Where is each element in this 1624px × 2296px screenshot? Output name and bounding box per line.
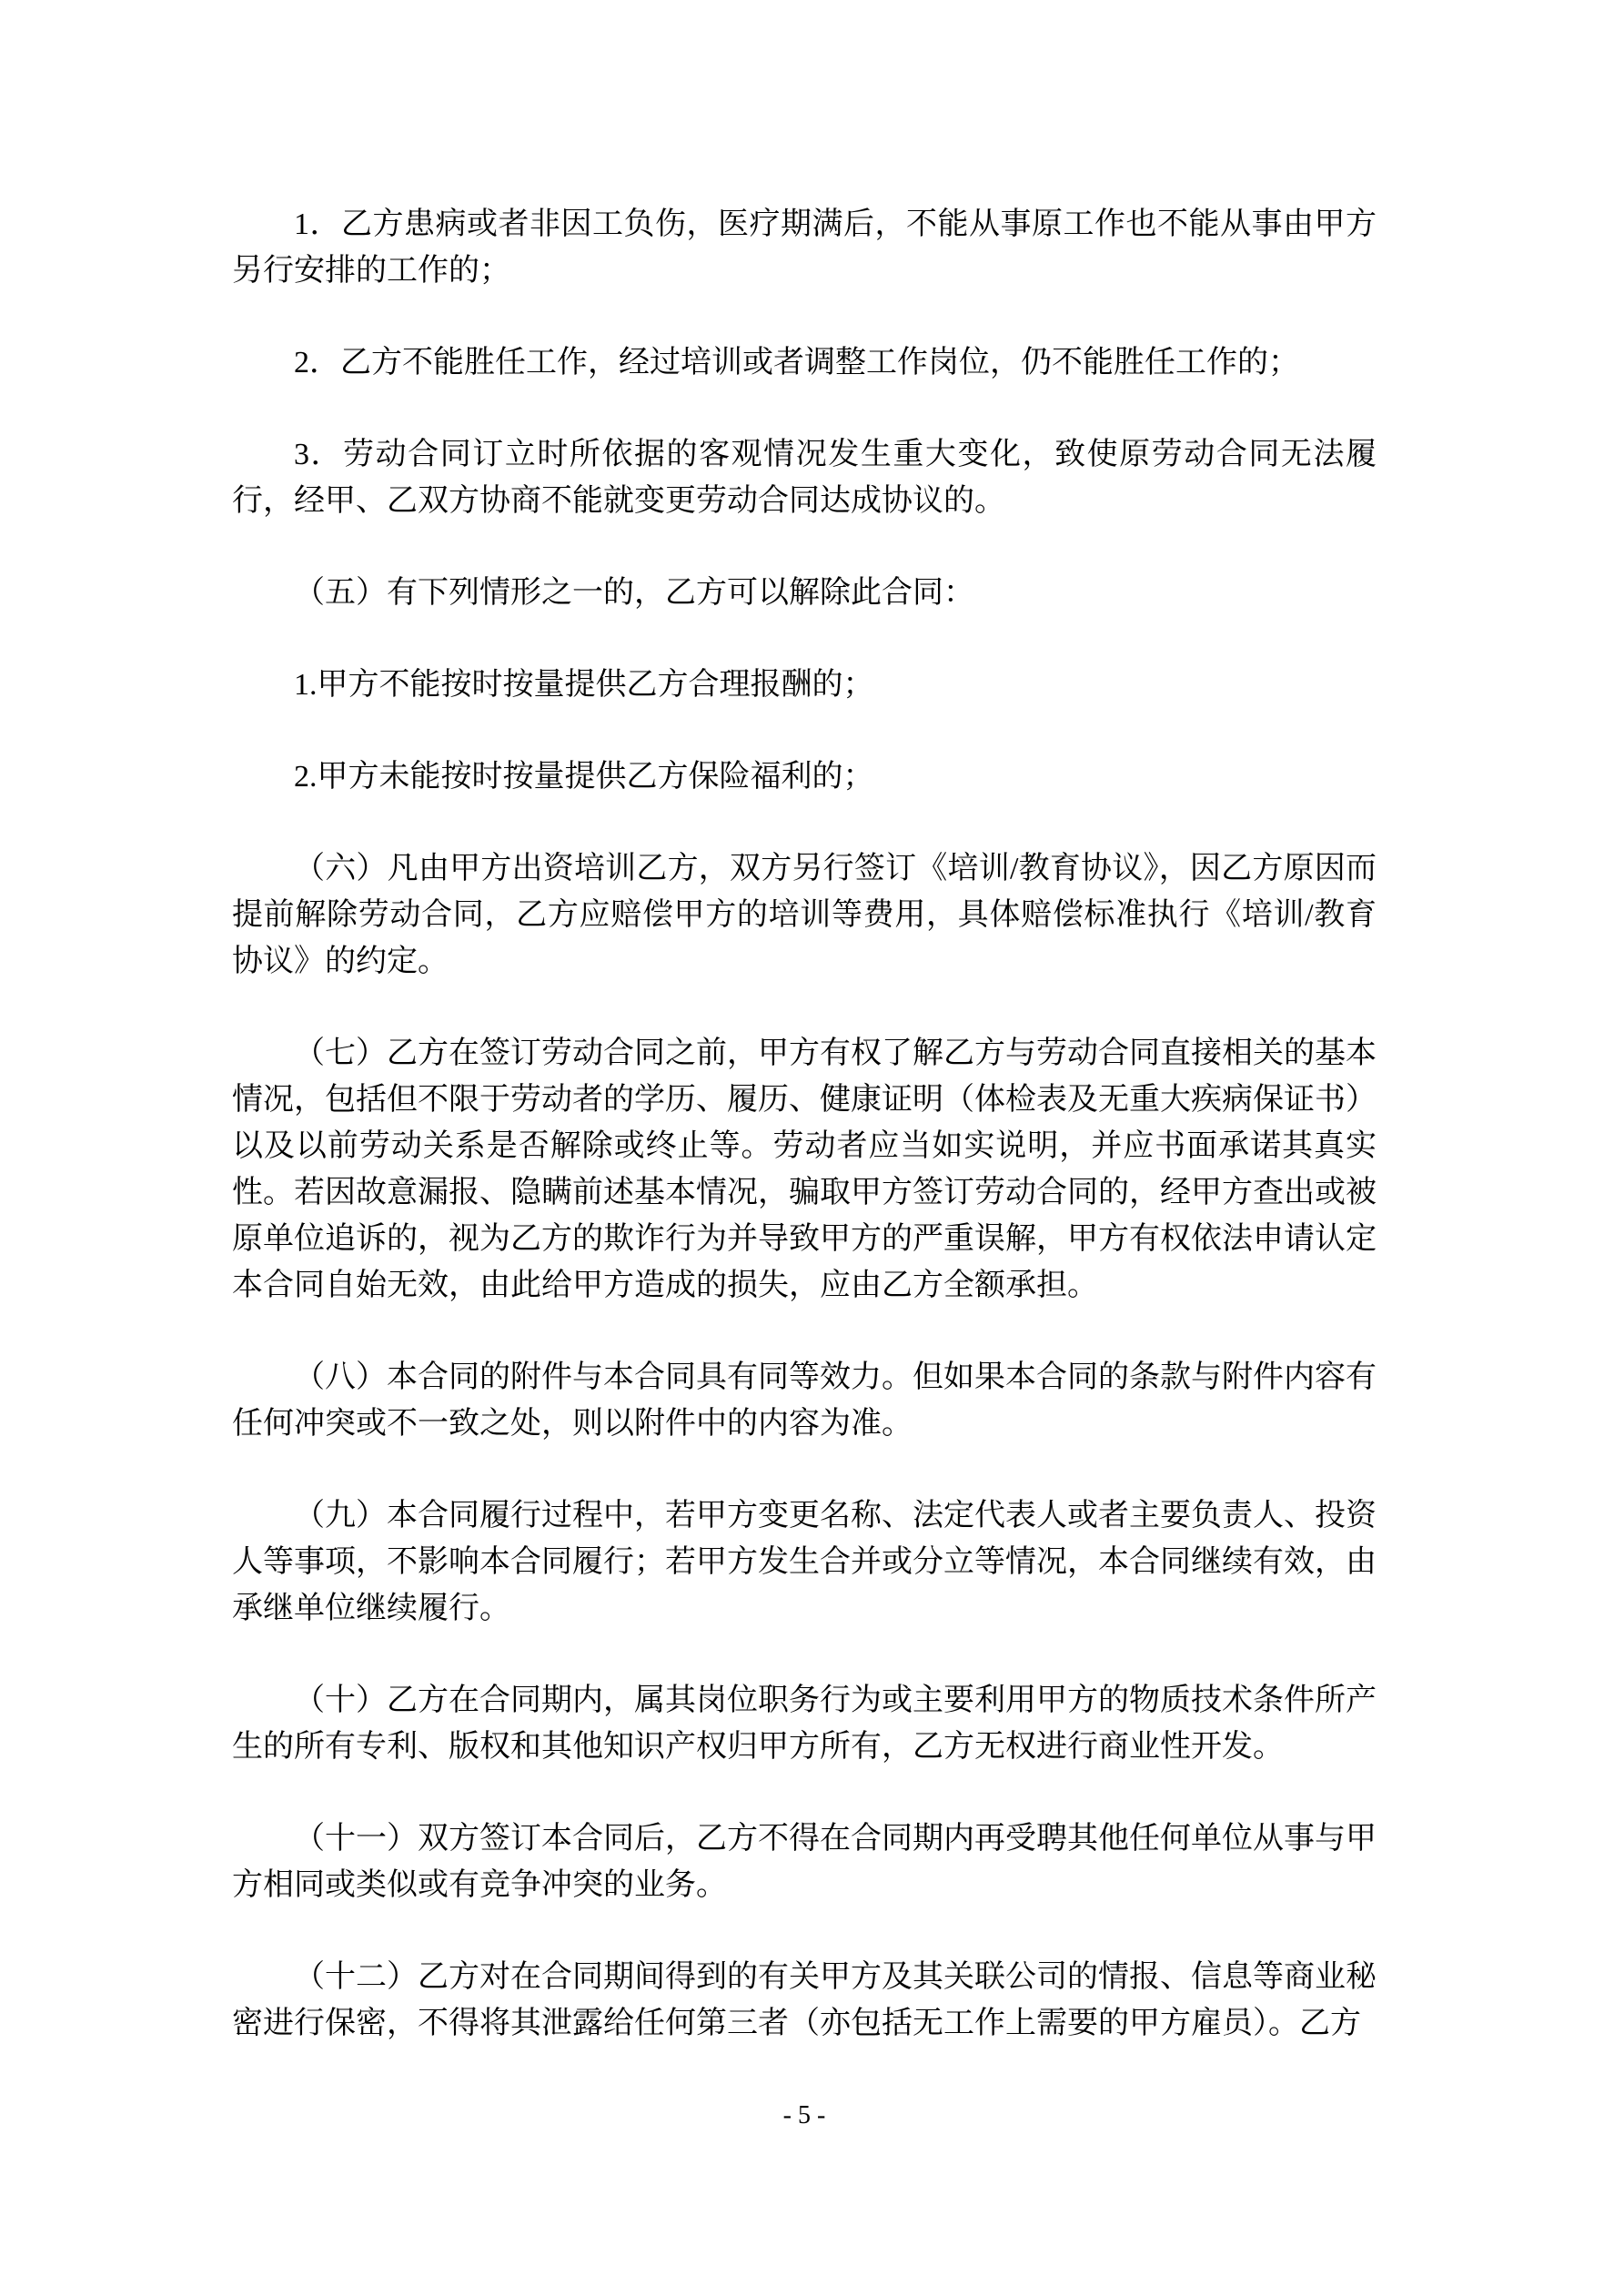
page-footer: [232, 2092, 1377, 2139]
clause-6-training: （六）凡由甲方出资培训乙方，双方另行签订《培训/教育协议》，因乙方原因而提前解除劳动合同，乙方应赔偿甲方的培训等费用，具体赔偿标准执行《培训/教育协议》的约定。: [232, 852, 1377, 978]
clause-9-company-change: （九）本合同履行过程中，若甲方变更名称、法定代表人或者主要负责人、投资人等事项，不影响本合同履行；若甲方发生合并或分立等情况，本合同继续有效，由承继单位继续履行。: [232, 1499, 1377, 1625]
clause-1-illness: 1．乙方患病或者非因工负伤，医疗期满后，不能从事原工作也不能从事由甲方另行安排的工作的；: [232, 207, 1377, 288]
clause-5-heading: （五）有下列情形之一的，乙方可以解除此合同：: [294, 576, 974, 610]
clause-7-disclosure: （七）乙方在签订劳动合同之前，甲方有权了解乙方与劳动合同直接相关的基本情况，包括但不限于劳动者的学历、履历、健康证明（体检表及无重大疾病保证书）以及以前劳动关系是否解除或终止等。劳动者应当如实说明，并应书面承诺其真实性。若因故意漏报、隐瞒前述基本情况，骗取甲方签订劳动合同的，经甲方查出或被原单位追诉的，视为乙方的欺诈行为并导致甲方的严重误解，甲方有权依法申请认定本合同自始无效，由此给甲方造成的损失，应由乙方全额承担。: [232, 1037, 1377, 1302]
page-number: - 5 -: [782, 2101, 826, 2129]
clause-3-major-change: 3．劳动合同订立时所依据的客观情况发生重大变化，致使原劳动合同无法履行，经甲、乙双方协商不能就变更劳动合同达成协议的。: [232, 438, 1377, 518]
clause-2-incompetent: 2．乙方不能胜任工作，经过培训或者调整工作岗位，仍不能胜任工作的；: [294, 346, 1299, 379]
clause-12-confidentiality: （十二）乙方对在合同期间得到的有关甲方及其关联公司的情报、信息等商业秘密进行保密，不得将其泄露给任何第三者（亦包括无工作上需要的甲方雇员）。乙方: [232, 1960, 1377, 2040]
clause-10-ip-rights: （十）乙方在合同期内，属其岗位职务行为或主要利用甲方的物质技术条件所产生的所有专利、版权和其他知识产权归甲方所有，乙方无权进行商业性开发。: [232, 1684, 1377, 1764]
contract-body: [232, 201, 1377, 2047]
clause-5-item-2: 2.甲方未能按时按量提供乙方保险福利的；: [294, 760, 874, 794]
clause-5-item-1: 1.甲方不能按时按量提供乙方合理报酬的；: [294, 668, 874, 702]
clause-11-non-compete: （十一）双方签订本合同后，乙方不得在合同期内再受聘其他任何单位从事与甲方相同或类似或有竞争冲突的业务。: [232, 1822, 1377, 1902]
clause-8-annex: （八）本合同的附件与本合同具有同等效力。但如果本合同的条款与附件内容有任何冲突或不一致之处，则以附件中的内容为准。: [232, 1360, 1377, 1441]
